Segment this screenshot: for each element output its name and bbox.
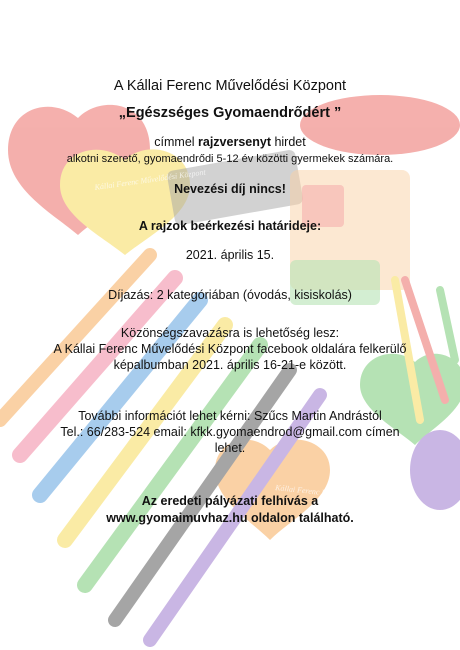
subtitle <box>0 135 460 149</box>
subtitle-bold: rajzversenyt <box>198 135 271 149</box>
contest-title: „Egészséges Gyomaendrődért ” <box>118 105 342 121</box>
deadline-date: 2021. április 15. <box>185 248 275 262</box>
vote-line-1: Közönségszavazásra is lehetőség lesz: <box>120 326 340 340</box>
vote-line-2: A Kállai Ferenc Művelődési Központ facebook oldalára felkerülő <box>53 342 407 356</box>
audience-line: alkotni szerető, gyomaendrődi 5-12 év közötti gyermekek számára. <box>66 153 394 165</box>
org-line: A Kállai Ferenc Művelődési Központ <box>113 78 347 94</box>
prizes-line: Díjazás: 2 kategóriában (óvodás, kisiskolás) <box>108 288 352 302</box>
contact-line-3: lehet. <box>214 441 246 455</box>
subtitle-post: hirdet <box>270 135 306 149</box>
bg-label-2: Kállai Ferenc Művelődési Központ <box>274 483 388 504</box>
contact-line-2: Tel.: 66/283-524 email: kfkk.gyomaendrod@gmail.com címen <box>60 425 400 439</box>
subtitle-pre: címmel <box>154 135 199 149</box>
contact-line-1: További információt lehet kérni: Szűcs Martin Andrástól <box>78 409 382 423</box>
deadline-label: A rajzok beérkezési határideje: <box>138 219 322 233</box>
bg-label-1: Kállai Ferenc Művelődési Központ <box>94 167 207 192</box>
footer-line-2: www.gyomaimuvhaz.hu oldalon található. <box>106 511 354 525</box>
vote-line-3: képalbumban 2021. április 16-21-e között. <box>113 358 347 372</box>
footer-line-1: Az eredeti pályázati felhívás a <box>141 494 319 508</box>
fee-line: Nevezési díj nincs! <box>174 182 286 196</box>
